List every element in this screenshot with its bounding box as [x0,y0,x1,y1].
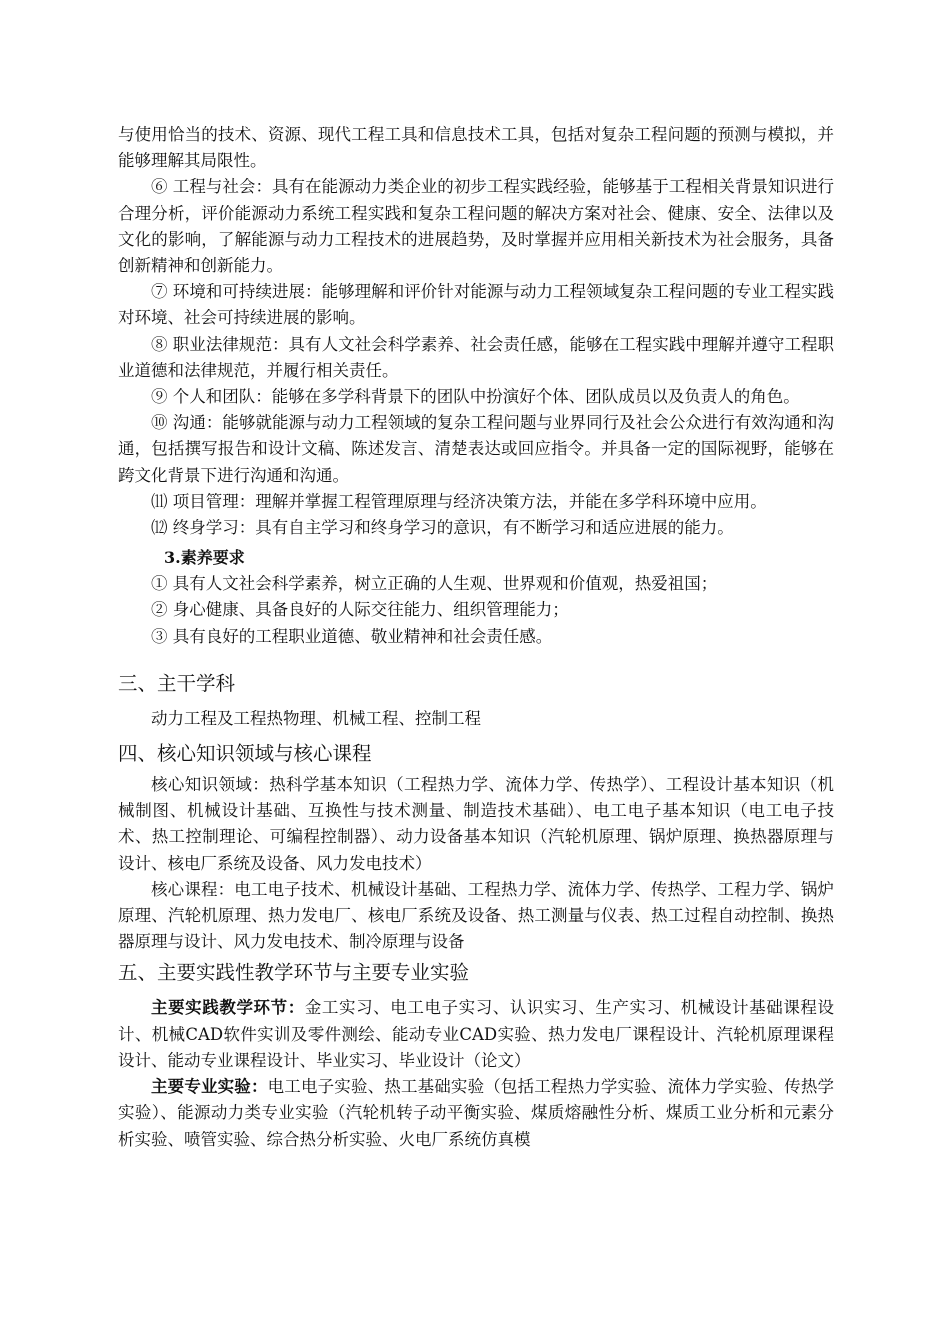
section-heading-main-disciplines: 三、主干学科 [118,671,236,695]
section-heading-practice: 五、主要实践性教学环节与主要专业实验 [118,961,470,985]
literacy-requirements-title: 3.素养要求 [164,548,245,568]
practice-text: 金工实习、电工电子实习、认识实习、生产实习、机械设计基础课程设计、机械CAD软件实训及零件测绘、能动专业CAD实验、热力发电厂课程设计、汽轮机原理课程设计、能动专业课程设计、毕业实习、毕业设计（论文） [118,998,835,1070]
practice-paragraph [118,995,834,1074]
continued-paragraph: 与使用恰当的技术、资源、现代工程工具和信息技术工具，包括对复杂工程问题的预测与模拟，并能够理解其局限性。 [118,125,834,171]
section-heading-core-knowledge: 四、核心知识领域与核心课程 [118,742,372,766]
literacy-item-3: ③ 具有良好的工程职业道德、敬业精神和社会责任感。 [151,626,553,646]
experiment-label: 主要专业实验： [151,1077,268,1097]
ability-item-10: ⑩ 沟通：能够就能源与动力工程领域的复杂工程问题与业界同行及社会公众进行有效沟通和沟通，包括撰写报告和设计文稿、陈述发言、清楚表达或回应指令。并具备一定的国际视野，能够在跨文化背景下进行沟通和沟通。 [118,413,834,485]
experiment-paragraph [118,1074,834,1153]
core-courses: 核心课程：电工电子技术、机械设计基础、工程热力学、流体力学、传热学、工程力学、锅炉原理、汽轮机原理、热力发电厂、核电厂系统及设备、热工测量与仪表、热工过程自动控制、换热器原理与设计、风力发电技术、制冷原理与设备 [118,879,834,952]
main-disciplines-text: 动力工程及工程热物理、机械工程、控制工程 [151,708,481,728]
ability-item-11: ⑾ 项目管理：理解并掌握工程管理原理与经济决策方法，并能在多学科环境中应用。 [151,491,767,511]
ability-item-8: ⑧ 职业法律规范：具有人文社会科学素养、社会责任感，能够在工程实践中理解并遵守工程职业道德和法律规范，并履行相关责任。 [118,334,834,380]
ability-item-6: ⑥ 工程与社会：具有在能源动力类企业的初步工程实践经验，能够基于工程相关背景知识进行合理分析，评价能源动力系统工程实践和复杂工程问题的解决方案对社会、健康、安全、法律以及文化的影响，了解能源与动力工程技术的进展趋势，及时掌握并应用相关新技术为社会服务，具备创新精神和创新能力。 [118,177,834,276]
core-knowledge-areas: 核心知识领域：热科学基本知识（工程热力学、流体力学、传热学）、工程设计基本知识（机械制图、机械设计基础、互换性与技术测量、制造技术基础）、电工电子基本知识（电工电子技术、热工控制理论、可编程控制器）、动力设备基本知识（汽轮机原理、锅炉原理、换热器原理与设计、核电厂系统及设备、风力发电技术） [118,775,834,873]
ability-item-9: ⑨ 个人和团队：能够在多学科背景下的团队中扮演好个体、团队成员以及负责人的角色。 [151,387,800,407]
document-page [118,122,834,1153]
ability-item-12: ⑿ 终身学习：具有自主学习和终身学习的意识，有不断学习和适应进展的能力。 [151,518,734,538]
literacy-item-2: ② 身心健康、具备良好的人际交往能力、组织管理能力； [151,600,569,620]
experiment-text: 电工电子实验、热工基础实验（包括工程热力学实验、流体力学实验、传热学实验）、能源动力类专业实验（汽轮机转子动平衡实验、煤质熔融性分析、煤质工业分析和元素分析实验、喷管实验、综合热分析实验、火电厂系统仿真模 [118,1077,835,1149]
literacy-item-1: ① 具有人文社会科学素养，树立正确的人生观、世界观和价值观，热爱祖国； [151,574,718,594]
ability-item-7: ⑦ 环境和可持续进展：能够理解和评价针对能源与动力工程领域复杂工程问题的专业工程实践对环境、社会可持续进展的影响。 [118,282,834,328]
practice-label: 主要实践教学环节： [151,998,305,1018]
